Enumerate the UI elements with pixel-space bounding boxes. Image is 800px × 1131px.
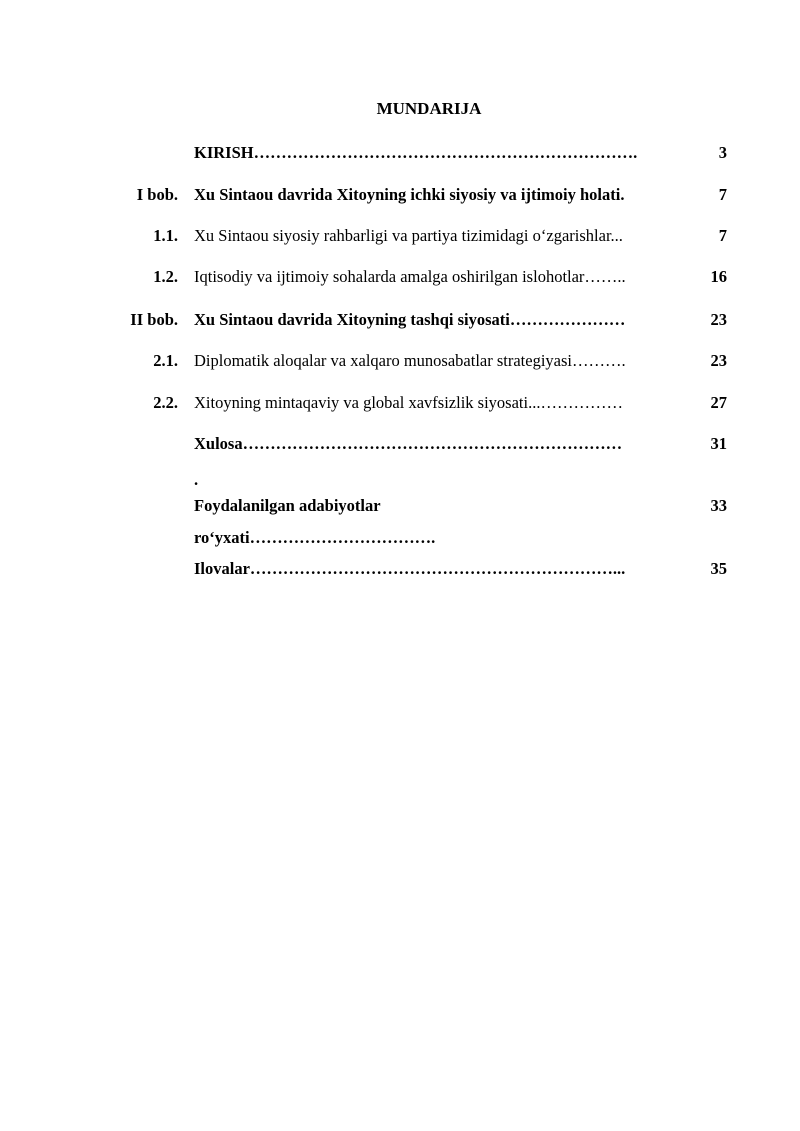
entry-page: 3: [718, 143, 727, 162]
entry-page: 23: [710, 351, 727, 370]
entry-page: 16: [710, 267, 727, 286]
entry-number: 2.2.: [153, 393, 178, 412]
entry-title: Iqtisodiy va ijtimoiy sohalarda amalga oshirilgan islohotlar……..: [194, 267, 626, 286]
entry-page: 31: [710, 434, 727, 453]
entry-number: 2.1.: [153, 351, 178, 370]
entry-title: KIRISH…………………………………………………………….: [194, 143, 638, 162]
entry-page: 27: [710, 393, 727, 412]
entry-number: II bob.: [130, 310, 178, 329]
entry-number: 1.1.: [153, 226, 178, 245]
entry-page: 33: [710, 496, 727, 515]
entry-title: Foydalanilgan adabiyotlar: [194, 496, 381, 515]
entry-number: 1.2.: [153, 267, 178, 286]
entry-page: 23: [710, 310, 727, 329]
entry-title: Ilovalar…………………………………………………………...: [194, 559, 626, 578]
entry-number: I bob.: [136, 185, 178, 204]
entry-title: Xu Sintaou siyosiy rahbarligi va partiya tizimidagi o‘zgarishlar...: [194, 226, 623, 245]
entry-title: Diplomatik aloqalar va xalqaro munosabatlar strategiyasi……….: [194, 351, 626, 370]
entry-page: 35: [710, 559, 727, 578]
entry-title: ro‘yxati…………………………….: [194, 528, 436, 547]
entry-title: Xu Sintaou davrida Xitoyning ichki siyosiy va ijtimoiy holati.: [194, 185, 625, 204]
entry-title: Xulosa……………………………………………………………: [194, 434, 623, 453]
page-title: MUNDARIJA: [376, 99, 482, 118]
entry-title: Xu Sintaou davrida Xitoyning tashqi siyosati…………………: [194, 310, 626, 329]
entry-title: Xitoyning mintaqaviy va global xavfsizlik siyosati...……………: [194, 393, 623, 412]
stray-dot: .: [194, 470, 199, 489]
entry-page: 7: [718, 185, 727, 204]
entry-page: 7: [718, 226, 727, 245]
